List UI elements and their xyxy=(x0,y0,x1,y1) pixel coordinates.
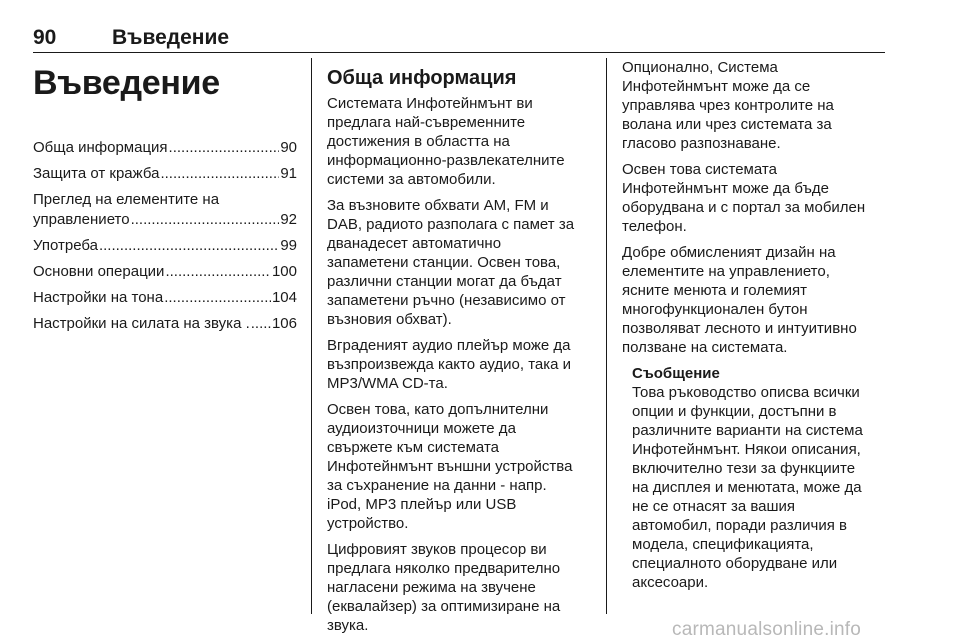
toc-line xyxy=(33,190,297,210)
paragraph-line: ясните менюта и големият xyxy=(622,282,808,299)
note-line: включително тези за функциите xyxy=(632,460,856,477)
toc-entry[interactable] xyxy=(33,262,297,282)
paragraph-line: възпроизвежда както аудио, така и xyxy=(327,356,572,373)
column-2 xyxy=(327,58,593,642)
page-header xyxy=(33,26,885,52)
toc-line xyxy=(33,236,297,256)
paragraph-line: DAB, радиото разполага с памет за xyxy=(327,216,575,233)
toc-leader-dots xyxy=(131,210,280,230)
paragraph-line: звука. xyxy=(327,617,369,634)
note-line: опции и функции, достъпни в xyxy=(632,403,837,420)
toc-entry[interactable] xyxy=(33,236,297,256)
paragraph-line: Освен това системата xyxy=(622,161,777,178)
table-of-contents xyxy=(33,138,297,334)
paragraph-line: Цифровият звуков процесор ви xyxy=(327,541,547,558)
toc-entry-title: Настройки на тона xyxy=(33,289,164,306)
paragraph-line: за съхранение на данни - напр. xyxy=(327,477,547,494)
paragraph-line: достижения в областта на xyxy=(327,133,510,150)
paragraph xyxy=(622,160,888,236)
paragraph xyxy=(622,243,888,357)
column-divider-1 xyxy=(311,58,312,614)
note-line: на дисплея и менютата, може да xyxy=(632,479,862,496)
column-2-body xyxy=(327,94,593,635)
toc-leader-dots xyxy=(169,138,280,158)
toc-entry-title: Основни операции xyxy=(33,263,165,280)
toc-line xyxy=(33,262,297,282)
paragraph-line: предлага най-съвременните xyxy=(327,114,526,131)
toc-entry-page: 90 xyxy=(280,139,297,156)
toc-leader-dots xyxy=(160,164,279,184)
paragraph-line: Освен това, като допълнителни xyxy=(327,401,549,418)
watermark[interactable]: carmanualsonline.info xyxy=(672,619,862,640)
note-line: аксесоари. xyxy=(632,574,709,591)
paragraph-line: устройство. xyxy=(327,515,409,532)
paragraph-line: свържете към системата xyxy=(327,439,499,456)
paragraph-line: многофункционален бутон xyxy=(622,301,808,318)
toc-leader-dots xyxy=(165,262,271,282)
toc-entry-page: 91 xyxy=(280,165,297,182)
paragraph-line: гласово разпознаване. xyxy=(622,135,781,152)
paragraph xyxy=(327,400,593,533)
note-box xyxy=(632,364,888,592)
paragraph-line: Инфотейнмънт външни устройства xyxy=(327,458,573,475)
paragraph-line: За възновите обхвати AM, FM и xyxy=(327,197,549,214)
paragraph-line: (еквалайзер) за оптимизиране на xyxy=(327,598,561,615)
paragraph-line: Инфотейнмънт може да се xyxy=(622,78,811,95)
running-title: Въведение xyxy=(112,26,230,49)
toc-line xyxy=(33,138,297,158)
paragraph-line: iPod, MP3 плейър или USB xyxy=(327,496,517,513)
note-line: автомобил, поради различия в xyxy=(632,517,847,534)
paragraph-line: системи за автомобили. xyxy=(327,171,496,188)
header-rule xyxy=(33,52,885,53)
paragraph xyxy=(327,94,593,189)
column-3 xyxy=(622,58,888,592)
paragraph-line: дванадесет автоматично xyxy=(327,235,502,252)
toc-leader-dots xyxy=(164,288,271,308)
paragraph-line: MP3/WMA CD-та. xyxy=(327,375,448,392)
note-line: не се отнасят за вашия xyxy=(632,498,796,515)
paragraph-line: нагласени режима на звучене xyxy=(327,579,536,596)
toc-entry-title: Обща информация xyxy=(33,139,168,156)
paragraph-line: оборудвана и с портал за мобилен xyxy=(622,199,866,216)
paragraph-line: ползване на системата. xyxy=(622,339,788,356)
paragraph xyxy=(327,540,593,635)
toc-leader-dots xyxy=(99,236,279,256)
paragraph-line: предлага няколко предварително xyxy=(327,560,561,577)
column-divider-2 xyxy=(606,58,607,614)
note-line: Инфотейнмънт. Някои описания, xyxy=(632,441,861,458)
column-1 xyxy=(33,58,297,340)
chapter-title: Въведение xyxy=(33,64,220,102)
paragraph-line: Системата Инфотейнмънт ви xyxy=(327,95,533,112)
toc-entry-title: Защита от кражба xyxy=(33,165,160,182)
paragraph-line: различни станции могат да бъдат xyxy=(327,273,562,290)
paragraph-line: аудиоизточници можете да xyxy=(327,420,516,437)
note-line: специалното оборудване или xyxy=(632,555,838,572)
toc-entry-page: 106 xyxy=(271,315,297,332)
toc-entry[interactable] xyxy=(33,190,297,230)
page-number: 90 xyxy=(33,26,57,49)
paragraph xyxy=(327,336,593,393)
toc-entry[interactable] xyxy=(33,138,297,158)
paragraph xyxy=(622,58,888,153)
paragraph-line: Опционално, Система xyxy=(622,59,778,76)
paragraph-line: възновия обхват). xyxy=(327,311,452,328)
toc-entry[interactable] xyxy=(33,314,297,334)
paragraph-line: позволяват лесното и интуитивно xyxy=(622,320,857,337)
paragraph-line: Вграденият аудио плейър може да xyxy=(327,337,571,354)
toc-entry-title: управлението xyxy=(33,211,130,228)
toc-line xyxy=(33,314,297,334)
paragraph-line: управлява чрез контролите на xyxy=(622,97,834,114)
note-title: Съобщение xyxy=(632,365,720,382)
paragraph-line: информационно-развлекателните xyxy=(327,152,565,169)
toc-entry-title: Преглед на елементите на xyxy=(33,191,220,208)
toc-line xyxy=(33,164,297,184)
paragraph-line: Добре обмисленият дизайн на xyxy=(622,244,836,261)
toc-entry[interactable] xyxy=(33,288,297,308)
column-3-body xyxy=(622,58,888,357)
paragraph-line: запаметени станции. Освен това, xyxy=(327,254,561,271)
toc-line xyxy=(33,288,297,308)
toc-line xyxy=(33,210,297,230)
toc-entry-page: 92 xyxy=(280,211,297,228)
note-line: Това ръководство описва всички xyxy=(632,384,860,401)
toc-entry-page: 99 xyxy=(280,237,297,254)
note-body xyxy=(632,383,888,592)
paragraph-line: телефон. xyxy=(622,218,687,235)
toc-entry-title: Употреба xyxy=(33,237,98,254)
paragraph-line: Инфотейнмънт може да бъде xyxy=(622,180,829,197)
note-line: модела, спецификацията, xyxy=(632,536,814,553)
section-title: Обща информация xyxy=(327,67,517,89)
paragraph-line: запаметени ръчно (независимо от xyxy=(327,292,566,309)
paragraph xyxy=(327,196,593,329)
toc-leader-dots xyxy=(251,314,271,334)
toc-entry[interactable] xyxy=(33,164,297,184)
toc-entry-page: 100 xyxy=(271,263,297,280)
toc-entry-title: Настройки на силата на звука . xyxy=(33,315,250,332)
toc-entry-page: 104 xyxy=(271,289,297,306)
paragraph-line: волана или чрез системата за xyxy=(622,116,832,133)
note-line: различните варианти на система xyxy=(632,422,863,439)
paragraph-line: елементите на управлението, xyxy=(622,263,830,280)
